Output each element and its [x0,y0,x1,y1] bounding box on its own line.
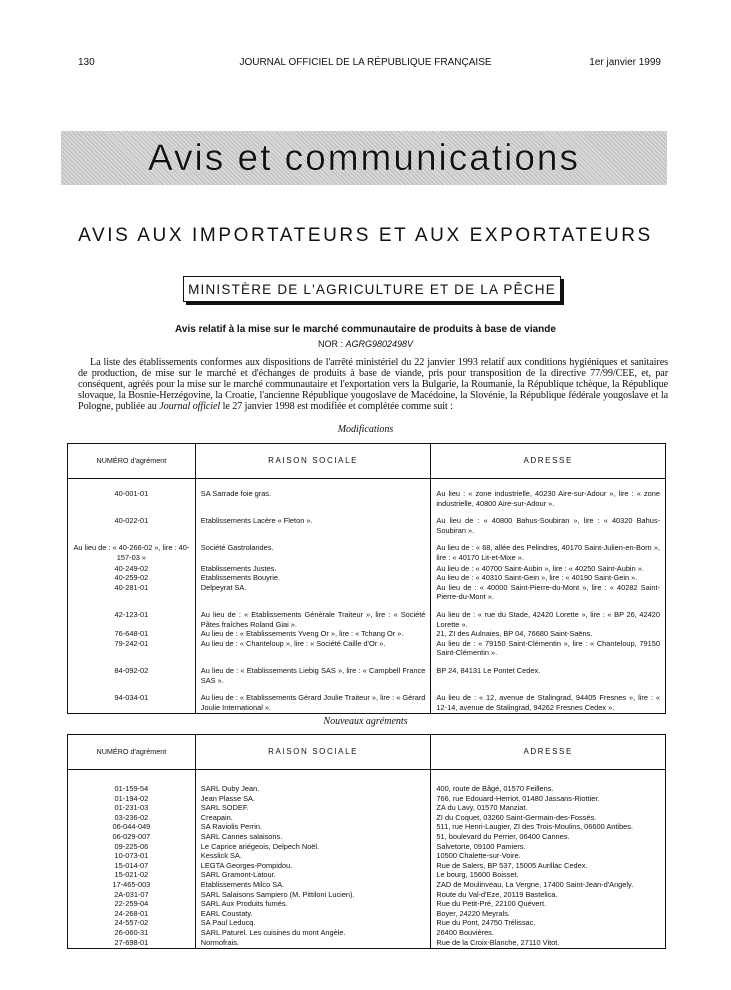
cell-numero: 84-092-02 [68,658,196,685]
cell-adresse: Rue de la Croix-Blanche, 27110 Vitot. [431,938,666,949]
cell-adresse: Au lieu : « zone industrielle, 40230 Aire-sur-Adour », lire : « zone industrielle, 40800 Aire-sur-Adour ». [431,479,666,509]
cell-numero: 40-022-01 [68,508,196,535]
cell-raison-sociale: LEGTA Georges-Pompidou. [195,861,431,871]
cell-numero: 40-281-01 [68,583,196,602]
cell-numero: 40-259-02 [68,573,196,583]
cell-raison-sociale: Etablissements Bouyrie. [195,573,431,583]
cell-numero: 03-236-02 [68,813,196,823]
table-row [68,851,666,861]
table-row [68,870,666,880]
cell-numero: 24-557-02 [68,918,196,928]
cell-numero: 76-648-01 [68,629,196,639]
table-row [68,479,666,509]
table-row [68,832,666,842]
cell-numero: 94-034-01 [68,685,196,714]
cell-raison-sociale: Au lieu de : « Etablissements Liebig SAS », lire : « Campbell France SAS ». [195,658,431,685]
cell-raison-sociale: EARL Coustaty. [195,909,431,919]
cell-adresse: Au lieu de : « 12, avenue de Stalingrad, 94405 Fresnes », lire : « 12-14, avenue de Stalingrad, 94262 Fresnes Cedex ». [431,685,666,714]
cell-numero: 40-249-02 [68,563,196,574]
cell-numero: 06-029-007 [68,832,196,842]
table-row [68,822,666,832]
cell-numero: 15-021-02 [68,870,196,880]
modifications-table [67,443,666,714]
cell-raison-sociale: Société Gastrolandes. [195,535,431,562]
cell-raison-sociale: SARL Paturel. Les cuisines du mont Angèle. [195,928,431,938]
cell-numero: 27-698-01 [68,938,196,949]
cell-adresse: 400, route de Bâgé, 01570 Feillens. [431,770,666,794]
table-row [68,583,666,602]
cell-numero: 22-259-04 [68,899,196,909]
cell-adresse: Boyer, 24220 Meyrals. [431,909,666,919]
cell-raison-sociale: Kesslick SA. [195,851,431,861]
intro-journal: Journal officiel [159,401,221,412]
cell-numero: 01-194-02 [68,794,196,804]
section-title: AVIS AUX IMPORTATEURS ET AUX EXPORTATEURS [78,225,653,246]
intro-text: La liste des établissements conformes aux dispositions de l'arrêté ministériel du 22 janvier 1993 relatif aux conditions hygiéniques et sanitaires de production, de mise sur le marché et d'échanges de produits à base de viande, pris pour transposition de la directive 77/99/CEE, et, par conséquent, agréés pour la mise sur le marché communautaire et l'exportation vers la Bulgarie, la Roumanie, la République tchèque, la République slovaque, la Bosnie-Herzégovine, la Croatie, l'ancienne République yougoslave de Macédoine, la Slovénie, la République fédérale yougoslave et la Pologne, publiée au [78,357,668,412]
nor-value: AGRG9802498V [345,339,414,349]
cell-numero: Au lieu de : « 40-266-02 », lire : 40-157-03 » [68,535,196,562]
cell-adresse: Au lieu de : « 68, allée des Pelindres, 40170 Saint-Julien-en-Born », lire : « 40170 Lit-et-Mixe ». [431,535,666,562]
cell-adresse: 511, rue Henri-Laugier, ZI des Trois-Moulins, 06600 Antibes. [431,822,666,832]
cell-raison-sociale: SA Sarrade foie gras. [195,479,431,509]
nouveaux-caption: Nouveaux agréments [323,716,408,727]
cell-numero: 01-231-03 [68,803,196,813]
cell-adresse: 10500 Chalette-sur-Voire. [431,851,666,861]
cell-numero: 17-465-003 [68,880,196,890]
cell-adresse: Salvetorte, 09100 Pamiers. [431,842,666,852]
journal-title: JOURNAL OFFICIEL DE LA RÉPUBLIQUE FRANÇAISE [239,57,492,68]
table-row [68,861,666,871]
col-header-raison: RAISON SOCIALE [195,735,431,770]
notice-intro [78,357,668,412]
cell-numero: 40-001-01 [68,479,196,509]
cell-adresse: BP 24, 84131 Le Pontet Cedex. [431,658,666,685]
table-row [68,602,666,629]
cell-adresse: 26400 Bouvières. [431,928,666,938]
table-row [68,770,666,794]
table-row [68,535,666,562]
intro-text-end: le 27 janvier 1998 est modifiée et complétée comme suit : [222,401,453,412]
cell-raison-sociale: SARL SODEF. [195,803,431,813]
table-row [68,880,666,890]
cell-raison-sociale: Normofrais. [195,938,431,949]
cell-numero: 24-268-01 [68,909,196,919]
new-approvals-table [67,734,666,949]
table-row [68,794,666,804]
table-row [68,658,666,685]
col-header-numero: NUMÉRO d'agrément [68,735,196,770]
cell-raison-sociale: Creapain. [195,813,431,823]
cell-adresse: Route du Val-d'Eze, 20119 Bastelica. [431,890,666,900]
cell-raison-sociale: SA Paul Leducq. [195,918,431,928]
cell-raison-sociale: Delpeyrat SA. [195,583,431,602]
cell-adresse: Rue du Pont, 24750 Trélissac. [431,918,666,928]
table-row [68,685,666,714]
table-row [68,629,666,639]
cell-raison-sociale: Au lieu de : « Chanteloup », lire : « Société Caille d'Or ». [195,639,431,658]
cell-raison-sociale: SARL Gramont-Latour. [195,870,431,880]
cell-raison-sociale: Le Caprice ariégeois, Delpech Noël. [195,842,431,852]
table-row [68,890,666,900]
table-row [68,928,666,938]
cell-raison-sociale: Au lieu de : « Etablissements Générale Traiteur », lire : « Société Pâtes fraîches Roland Giai ». [195,602,431,629]
cell-raison-sociale: SARL Cannes salaisons. [195,832,431,842]
page-number: 130 [78,57,95,68]
cell-raison-sociale: Au lieu de : « Etablissements Gérard Joulie Traiteur », lire : « Gérard Joulie International ». [195,685,431,714]
cell-adresse: Au lieu de : « 40000 Saint-Pierre-du-Mont », lire : « 40282 Saint-Pierre-du-Mont ». [431,583,666,602]
cell-raison-sociale: Etablissements Lacère « Fleton ». [195,508,431,535]
modifications-caption: Modifications [337,424,394,435]
cell-adresse: ZA du Lavy, 01570 Manziat. [431,803,666,813]
cell-adresse: Au lieu de : « rue du Stade, 42420 Lorette », lire : « BP 26, 42420 Lorette ». [431,602,666,629]
cell-raison-sociale: SARL Aux Produits fumés. [195,899,431,909]
cell-raison-sociale: Etablissements Justes. [195,563,431,574]
cell-adresse: Le bourg, 15600 Boisset. [431,870,666,880]
col-header-raison: RAISON SOCIALE [195,444,431,479]
table-row [68,508,666,535]
cell-numero: 10-073-01 [68,851,196,861]
cell-numero: 2A-031-07 [68,890,196,900]
cell-numero: 26-060-31 [68,928,196,938]
nor-label: NOR : [317,339,343,349]
cell-adresse: Au lieu de : « 40700 Saint-Aubin », lire : « 40250 Saint-Aubin ». [431,563,666,574]
cell-adresse: Au lieu de : « 79150 Saint-Clémentin », lire : « Chanteloup, 79150 Saint-Clémentin ». [431,639,666,658]
cell-raison-sociale: SA Raviolis Perrin. [195,822,431,832]
cell-numero: 15-014-07 [68,861,196,871]
banner-title: Avis et communications [148,137,580,178]
cell-adresse: Au lieu de : « 40310 Saint-Gein », lire : « 40190 Saint-Gein ». [431,573,666,583]
cell-raison-sociale: SARL Duby Jean. [195,770,431,794]
cell-raison-sociale: Etablissements Milco SA. [195,880,431,890]
cell-adresse: 21, ZI des Aulnaies, BP 04, 76680 Saint-Saëns. [431,629,666,639]
nor-reference [0,339,731,349]
cell-raison-sociale: Jean Plasse SA. [195,794,431,804]
cell-numero: 09-225-06 [68,842,196,852]
cell-adresse: ZI du Coquet, 03260 Saint-Germain-des-Fossés. [431,813,666,823]
table-row [68,563,666,574]
ministry-box [183,276,561,302]
col-header-adresse: ADRESSE [431,444,666,479]
table-row [68,842,666,852]
cell-raison-sociale: Au lieu de : « Etablissements Yveng Or », lire : « Tchang Or ». [195,629,431,639]
table-row [68,918,666,928]
ministry-name: MINISTÈRE DE L'AGRICULTURE ET DE LA PÊCHE [188,281,556,297]
table-row [68,803,666,813]
cell-numero: 06-044-049 [68,822,196,832]
cell-numero: 01-159-54 [68,770,196,794]
issue-date: 1er janvier 1999 [589,57,661,68]
cell-numero: 79-242-01 [68,639,196,658]
cell-adresse: ZAD de Moulinveau, La Vergne, 17400 Saint-Jean-d'Angely. [431,880,666,890]
notice-title: Avis relatif à la mise sur le marché communautaire de produits à base de viande [175,324,556,335]
col-header-numero: NUMÉRO d'agrément [68,444,196,479]
section-banner [61,131,667,185]
table-row [68,899,666,909]
cell-numero: 42-123-01 [68,602,196,629]
cell-adresse: 51, boulevard du Perrier, 06400 Cannes. [431,832,666,842]
table-row [68,938,666,949]
cell-adresse: Rue de Salers, BP 537, 15005 Aurillac Cedex. [431,861,666,871]
table-row [68,813,666,823]
cell-raison-sociale: SARL Salaisons Sampiero (M. Pittiloni Lucien). [195,890,431,900]
cell-adresse: 766, rue Edouard-Herriot, 01480 Jassans-Riottier. [431,794,666,804]
table-row [68,909,666,919]
table-row [68,639,666,658]
cell-adresse: Rue du Petit-Pré, 22100 Quévert. [431,899,666,909]
table-row [68,573,666,583]
col-header-adresse: ADRESSE [431,735,666,770]
cell-adresse: Au lieu de : « 40800 Bahus-Soubiran », lire : « 40320 Bahus-Soubiran ». [431,508,666,535]
